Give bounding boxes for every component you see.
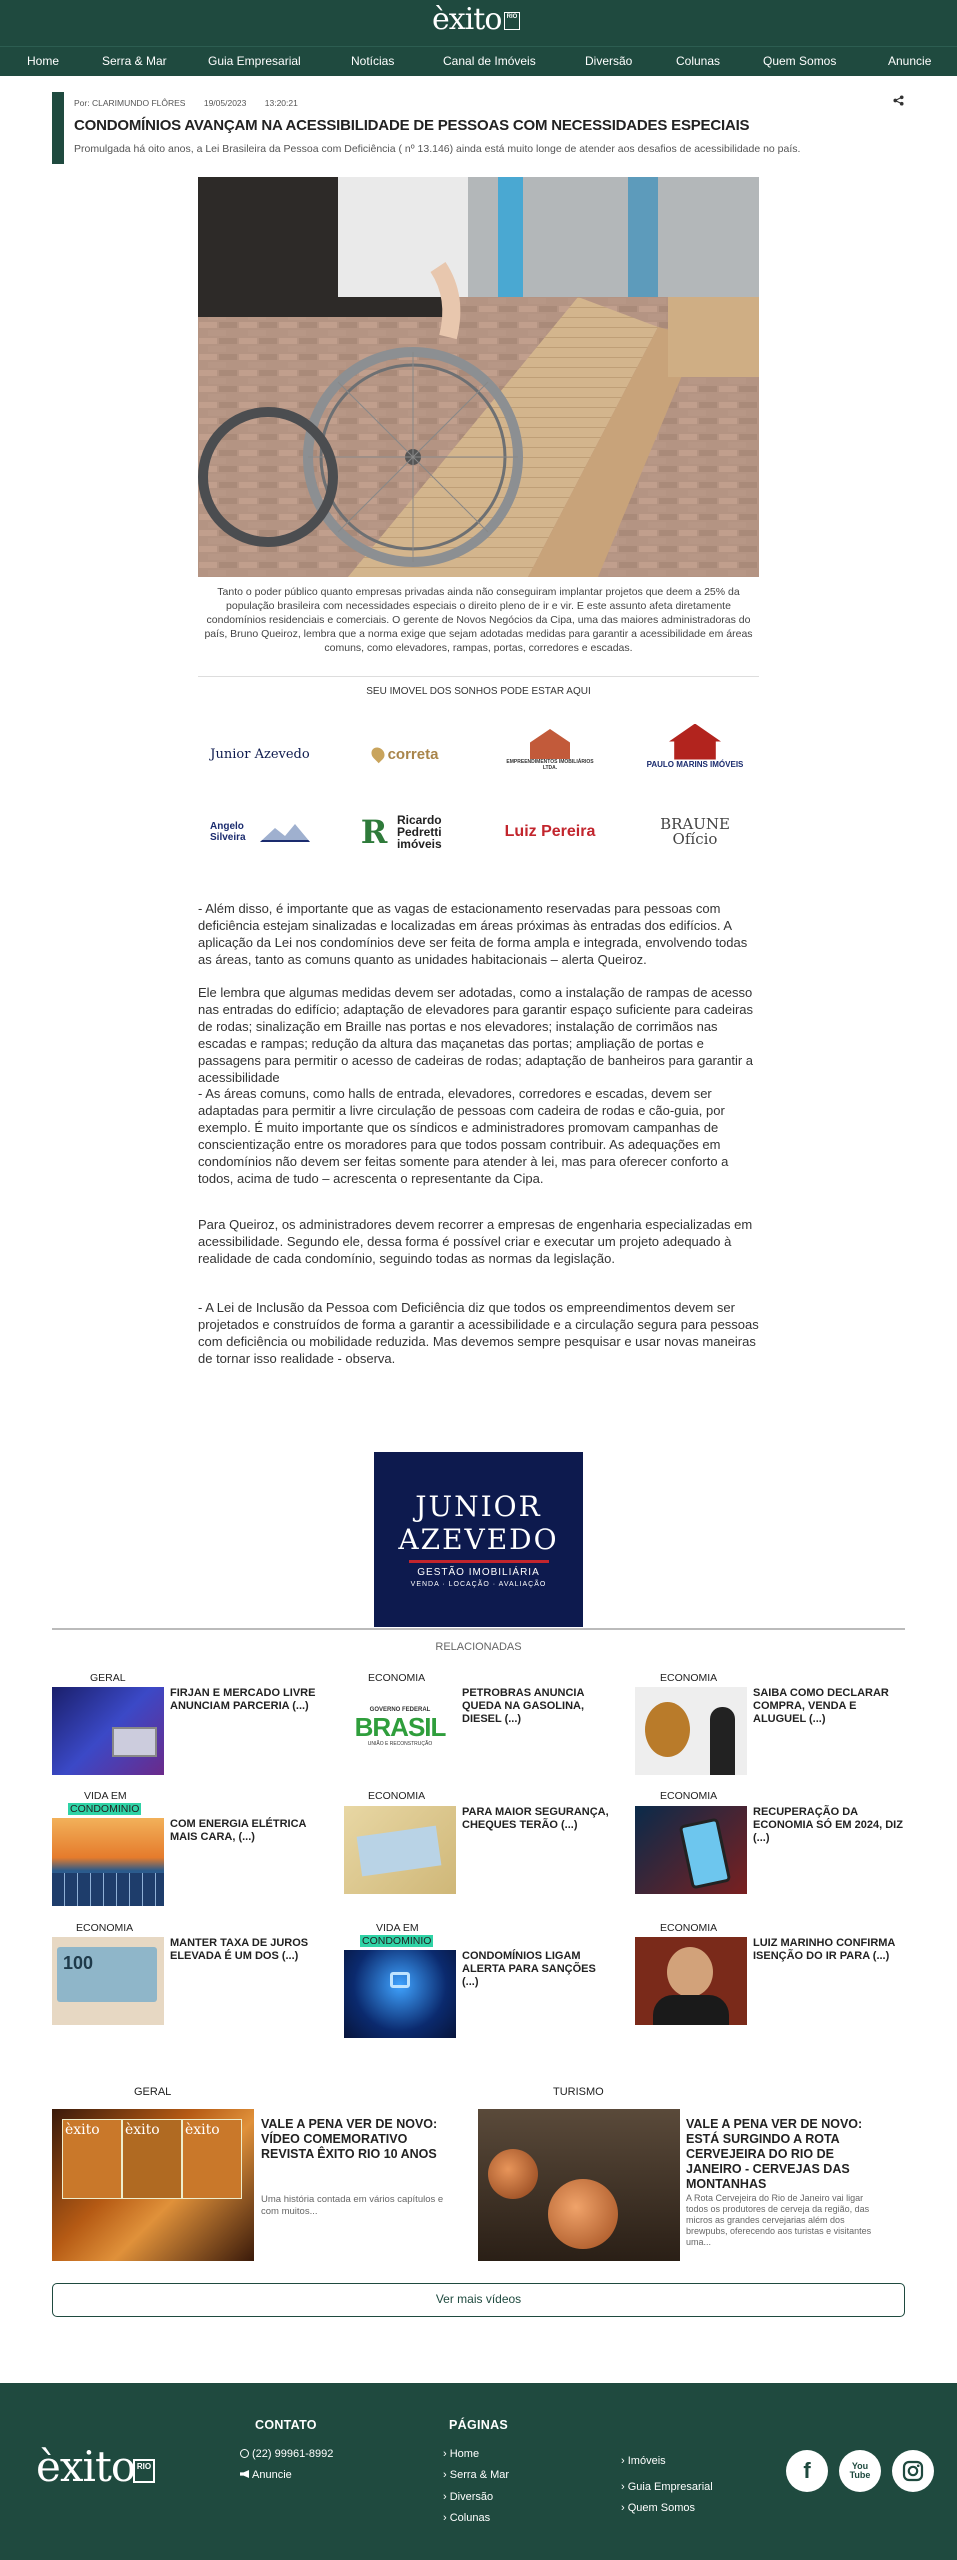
related-category: ECONOMIA (368, 1672, 426, 1684)
nav-colunas[interactable]: Colunas (676, 54, 721, 68)
logo-rio-badge: RIO (504, 12, 520, 30)
footer-link-label: Home (449, 2448, 480, 2460)
ad-line: JUNIOR (415, 1490, 542, 1523)
related-title[interactable]: PARA MAIOR SEGURANÇA, CHEQUES TERÃO (...) (462, 1806, 609, 1831)
related-title[interactable]: SAIBA COMO DECLARAR COMPRA, VENDA E ALUGUEL (...) (753, 1687, 889, 1725)
laptop-icon (112, 1727, 157, 1757)
related-image[interactable] (344, 1687, 456, 1775)
site-logo[interactable] (432, 4, 526, 36)
related-category: ECONOMIA (76, 1922, 134, 1934)
magazine-cover-icon: èxito (182, 2119, 242, 2199)
footer-link-serra-mar[interactable]: › Serra & Mar (443, 2469, 510, 2481)
related-image[interactable] (635, 1937, 747, 2025)
sponsor-correta[interactable] (350, 724, 460, 784)
megaphone-icon (240, 2470, 249, 2478)
article-hero-image (198, 177, 759, 577)
video-title[interactable]: VALE A PENA VER DE NOVO: ESTÁ SURGINDO A ROTA CERVEJEIRA DO RIO DE JANEIRO - CERVEJAS DAS MONTANHAS (686, 2117, 863, 2191)
whatsapp-icon (240, 2449, 249, 2458)
related-image[interactable] (635, 1806, 747, 1894)
footer-contact-heading: CONTATO (255, 2418, 317, 2432)
sponsor-luiz-pereira[interactable] (495, 802, 605, 862)
person-portrait-icon (667, 1947, 713, 1997)
person-icon (710, 1707, 735, 1775)
youtube-icon[interactable] (839, 2450, 881, 2492)
nav-diversao[interactable]: Diversão (585, 54, 633, 68)
house-icon (530, 729, 570, 759)
article-subtitle: Promulgada há oito anos, a Lei Brasileira da Pessoa com Deficiência ( nº 13.146) ainda está muito longe de atender aos desafios de acessibilidade no país. (74, 143, 801, 155)
lock-icon (390, 1972, 410, 1988)
footer-link-label: Imóveis (627, 2455, 666, 2467)
article-paragraph: - As áreas comuns, como halls de entrada, elevadores, corredores e escadas, devem ser adaptadas para permitir a livre circulação de pessoas com cadeira de rodas e cão-guia, por exemplo. É muito importante que os síndicos e administradores promovam campanhas de conscientização entre os moradores para que todos possam contribuir. As adequações em condomínios não devem ser feitas somente para atender à lei, mas para oferecer conforto a todos, acima de tudo – acrescenta o representante da Cipa. (198, 1086, 729, 1186)
article-time: 13:20:21 (264, 98, 298, 108)
footer-link-colunas[interactable]: › Colunas (443, 2512, 491, 2524)
sponsor-logo-text: Angelo Silveira (210, 821, 246, 843)
ad-line: VENDA · LOCAÇÃO · AVALIAÇÃO (410, 1581, 547, 1588)
article-meta (74, 98, 314, 108)
sponsor-angelo-silveira[interactable] (205, 802, 315, 862)
magazine-cover-icon: èxito (62, 2119, 122, 2199)
magazine-cover-icon: èxito (122, 2119, 182, 2199)
related-image[interactable] (52, 1818, 164, 1906)
video-title[interactable]: VALE A PENA VER DE NOVO: VÍDEO COMEMORATIVO REVISTA ÊXITO RIO 10 ANOS (261, 2117, 438, 2161)
related-title[interactable]: FIRJAN E MERCADO LIVRE ANUNCIAM PARCERIA (...) (170, 1687, 316, 1712)
logo-rio-badge: RIO (133, 2459, 155, 2483)
related-title[interactable]: COM ENERGIA ELÉTRICA MAIS CARA, (...) (170, 1818, 307, 1843)
logo-wordmark: èxito (36, 2442, 136, 2491)
footer-logo[interactable] (36, 2442, 166, 2493)
footer-link-label: Guia Empresarial (627, 2481, 713, 2493)
related-category-highlight: CONDOMINIO (362, 1935, 432, 1947)
nav-canal-imoveis[interactable]: Canal de Imóveis (443, 54, 536, 68)
related-category: ECONOMIA (368, 1790, 426, 1802)
brew-kettle-icon (488, 2149, 538, 2199)
video-thumbnail[interactable] (52, 2109, 254, 2261)
related-category: VIDA EM (376, 1922, 419, 1934)
suit-icon (653, 1995, 729, 2025)
video-description: Uma história contada em vários capítulos e com muitos... (261, 2194, 444, 2217)
ad-banner-junior-azevedo[interactable] (374, 1452, 583, 1627)
article-title: CONDOMÍNIOS AVANÇAM NA ACESSIBILIDADE DE PESSOAS COM NECESSIDADES ESPECIAIS (74, 117, 750, 134)
footer-link-home[interactable]: › Home (443, 2448, 480, 2460)
house-icon (669, 724, 721, 760)
footer-link-label: Colunas (449, 2512, 491, 2524)
cheque-icon (357, 1826, 442, 1877)
video-category: TURISMO (553, 2086, 604, 2098)
divider (198, 676, 759, 677)
instagram-icon[interactable] (892, 2450, 934, 2492)
share-icon[interactable] (893, 95, 904, 109)
related-category: GERAL (90, 1672, 126, 1684)
hero-caption: Tanto o poder público quanto empresas privadas ainda não conseguiram implantar projetos que deem a 25% da população brasileira com necessidades especiais o direito pleno de ir e vir. E este assunto afeta diretamente condomínios residenciais e comerciais. O gerente de Novos Negócios da Cipa, uma das maiores administradoras do país, Bruno Queiroz, lembra que a norma exige que sejam adotadas medidas para garantir a acessibilidade em áreas comuns, como elevadores, rampas, portas, corredores e escadas. (204, 586, 753, 654)
related-title[interactable]: RECUPERAÇÃO DA ECONOMIA SÓ EM 2024, DIZ (...) (753, 1806, 903, 1844)
divider (52, 1628, 905, 1630)
related-category: ECONOMIA (660, 1922, 718, 1934)
footer-announce[interactable] (240, 2469, 292, 2481)
solar-panel-icon (52, 1873, 164, 1906)
article-date: 19/05/2023 (203, 98, 247, 108)
sponsor-logo-text: PAULO MARINS IMÓVEIS (646, 759, 744, 769)
related-image[interactable] (52, 1937, 164, 2025)
related-title[interactable]: MANTER TAXA DE JUROS ELEVADA É UM DOS (...) (170, 1937, 309, 1962)
related-category-highlight: CONDOMINIO (70, 1803, 140, 1815)
phone-icon (679, 1818, 732, 1890)
facebook-icon[interactable]: f (786, 2450, 828, 2492)
related-image[interactable] (635, 1687, 747, 1775)
brew-kettle-icon (548, 2179, 618, 2249)
video-category: GERAL (134, 2086, 172, 2098)
sponsor-junior-azevedo[interactable] (205, 724, 315, 784)
sponsor-empreendimentos[interactable] (495, 720, 605, 780)
footer-link-diversao[interactable]: › Diversão (443, 2491, 494, 2503)
logo-wordmark: èxito (432, 2, 502, 37)
related-title[interactable]: CONDOMÍNIOS LIGAM ALERTA PARA SANÇÕES (...) (462, 1950, 596, 1988)
ad-swoosh (409, 1560, 549, 1563)
related-image[interactable] (52, 1687, 164, 1775)
sponsor-logo-text: Ricardo Pedretti imóveis (396, 813, 442, 851)
ad-line: AZEVEDO (398, 1523, 559, 1556)
footer-link-label: Diversão (449, 2491, 494, 2503)
article-paragraph: Ele lembra que algumas medidas devem ser adotadas, como a instalação de rampas de acesso nas entradas do edifício; adaptação de elevadores para garantir espaço suficiente para cadeiras de rodas; sinalização em Braille nas portas e nos elevadores; instalação de corrimãos nas escadas e rampas; redução da altura das maçanetas das portas; ampliação de portas e passagens para permitir o acesso de cadeiras de rodas; adaptação de banheiros para garantir a acessibilidade (198, 985, 754, 1085)
sponsor-logo-text: BRAUNE Ofício (660, 815, 730, 848)
footer-announce-text: Anuncie (252, 2469, 292, 2481)
nav-home[interactable]: Home (27, 54, 60, 68)
top-header (0, 0, 957, 46)
youtube-icon-label: You Tube (849, 2461, 871, 2480)
nav-anuncie[interactable]: Anuncie (888, 54, 932, 68)
footer-link-imoveis[interactable]: › Imóveis (621, 2455, 666, 2467)
gov-label: GOVERNO FEDERAL (369, 1707, 431, 1713)
article-author: Por: CLARIMUNDO FLÔRES (74, 98, 186, 108)
pin-icon (368, 745, 386, 763)
article-paragraph: Para Queiroz, os administradores devem recorrer a empresas de engenharia especializadas em acessibilidade. Segundo ele, dessa forma é possível criar e executar um projeto adequado à realidade de cada condomínio, seguindo todas as normas da legislação. (198, 1217, 753, 1266)
main-nav (0, 46, 957, 76)
banknote-icon: 100 (57, 1947, 157, 2002)
gov-brasil-wordmark: BRASIL (354, 1712, 446, 1742)
footer-phone[interactable] (240, 2448, 333, 2460)
footer-phone-text: (22) 99961-8992 (252, 2448, 334, 2460)
footer-pages-heading: PÁGINAS (449, 2418, 509, 2432)
footer-link-guia-empresarial[interactable]: › Guia Empresarial (621, 2481, 713, 2493)
footer-link-label: Serra & Mar (449, 2469, 510, 2481)
sponsor-logo-text: correta (387, 745, 439, 763)
article-accent-bar (52, 92, 64, 164)
ad-line: GESTÃO IMOBILIÁRIA (417, 1567, 540, 1578)
related-image[interactable] (344, 1950, 456, 2038)
nav-guia-empresarial[interactable]: Guia Empresarial (208, 54, 301, 68)
r-monogram-icon: R (360, 813, 388, 851)
sponsors-heading: SEU IMOVEL DOS SONHOS PODE ESTAR AQUI (366, 686, 591, 697)
related-category: ECONOMIA (660, 1672, 718, 1684)
sponsor-logo-text: EMPREENDIMENTOS IMOBILIÁRIOS LTDA. (506, 759, 594, 771)
sponsor-logo-text: Junior Azevedo (210, 746, 310, 762)
sponsor-paulo-marins[interactable] (640, 716, 750, 776)
article-paragraph: - A Lei de Inclusão da Pessoa com Deficiência diz que todos os empreendimentos devem ser projetados e construídos de forma a garantir a acessibilidade e a circulação segura para pessoas com deficiência ou mobilidade reduzida. Mas devemos sempre pesquisar e usar novas maneiras de tornar isso realidade - observa. (198, 1300, 759, 1366)
nav-serra-mar[interactable]: Serra & Mar (102, 54, 167, 68)
article-paragraph: - Além disso, é importante que as vagas de estacionamento reservadas para pessoas com deficiência estejam sinalizadas e localizadas em áreas próximas às entradas dos edifícios. A aplicação da Lei nos condomínios deve ser feita de forma ampla e integrada, envolvendo todas as áreas, tanto as comuns quanto as unidades habitacionais – alerta Queiroz. (198, 901, 748, 967)
gov-subtitle: UNIÃO E RECONSTRUÇÃO (367, 1741, 433, 1747)
related-image[interactable] (344, 1806, 456, 1894)
related-category: VIDA EM (84, 1790, 127, 1802)
related-title[interactable]: LUIZ MARINHO CONFIRMA ISENÇÃO DO IR PARA (...) (753, 1937, 895, 1962)
lion-icon (645, 1702, 690, 1757)
sponsor-logo-text: Luiz Pereira (504, 823, 596, 840)
related-title[interactable]: PETROBRAS ANUNCIA QUEDA NA GASOLINA, DIESEL (...) (462, 1687, 585, 1725)
video-description: A Rota Cervejeira do Rio de Janeiro vai ligar todos os produtores de cerveja da região, das micros as grandes cervejarias além dos brewpubs, oferecendo aos turistas e visitantes uma... (686, 2193, 872, 2247)
footer-link-label: Quem Somos (627, 2502, 695, 2514)
footer-link-quem-somos[interactable]: › Quem Somos (621, 2502, 695, 2514)
related-category: ECONOMIA (660, 1790, 718, 1802)
sponsor-ricardo-pedretti[interactable] (350, 802, 460, 862)
more-videos-button[interactable]: Ver mais vídeos (52, 2283, 905, 2317)
related-heading: RELACIONADAS (435, 1641, 522, 1653)
nav-quem-somos[interactable]: Quem Somos (763, 54, 837, 68)
sponsor-braune[interactable] (640, 802, 750, 862)
nav-noticias[interactable]: Notícias (351, 54, 395, 68)
mountain-icon (260, 822, 310, 842)
video-thumbnail[interactable] (478, 2109, 680, 2261)
